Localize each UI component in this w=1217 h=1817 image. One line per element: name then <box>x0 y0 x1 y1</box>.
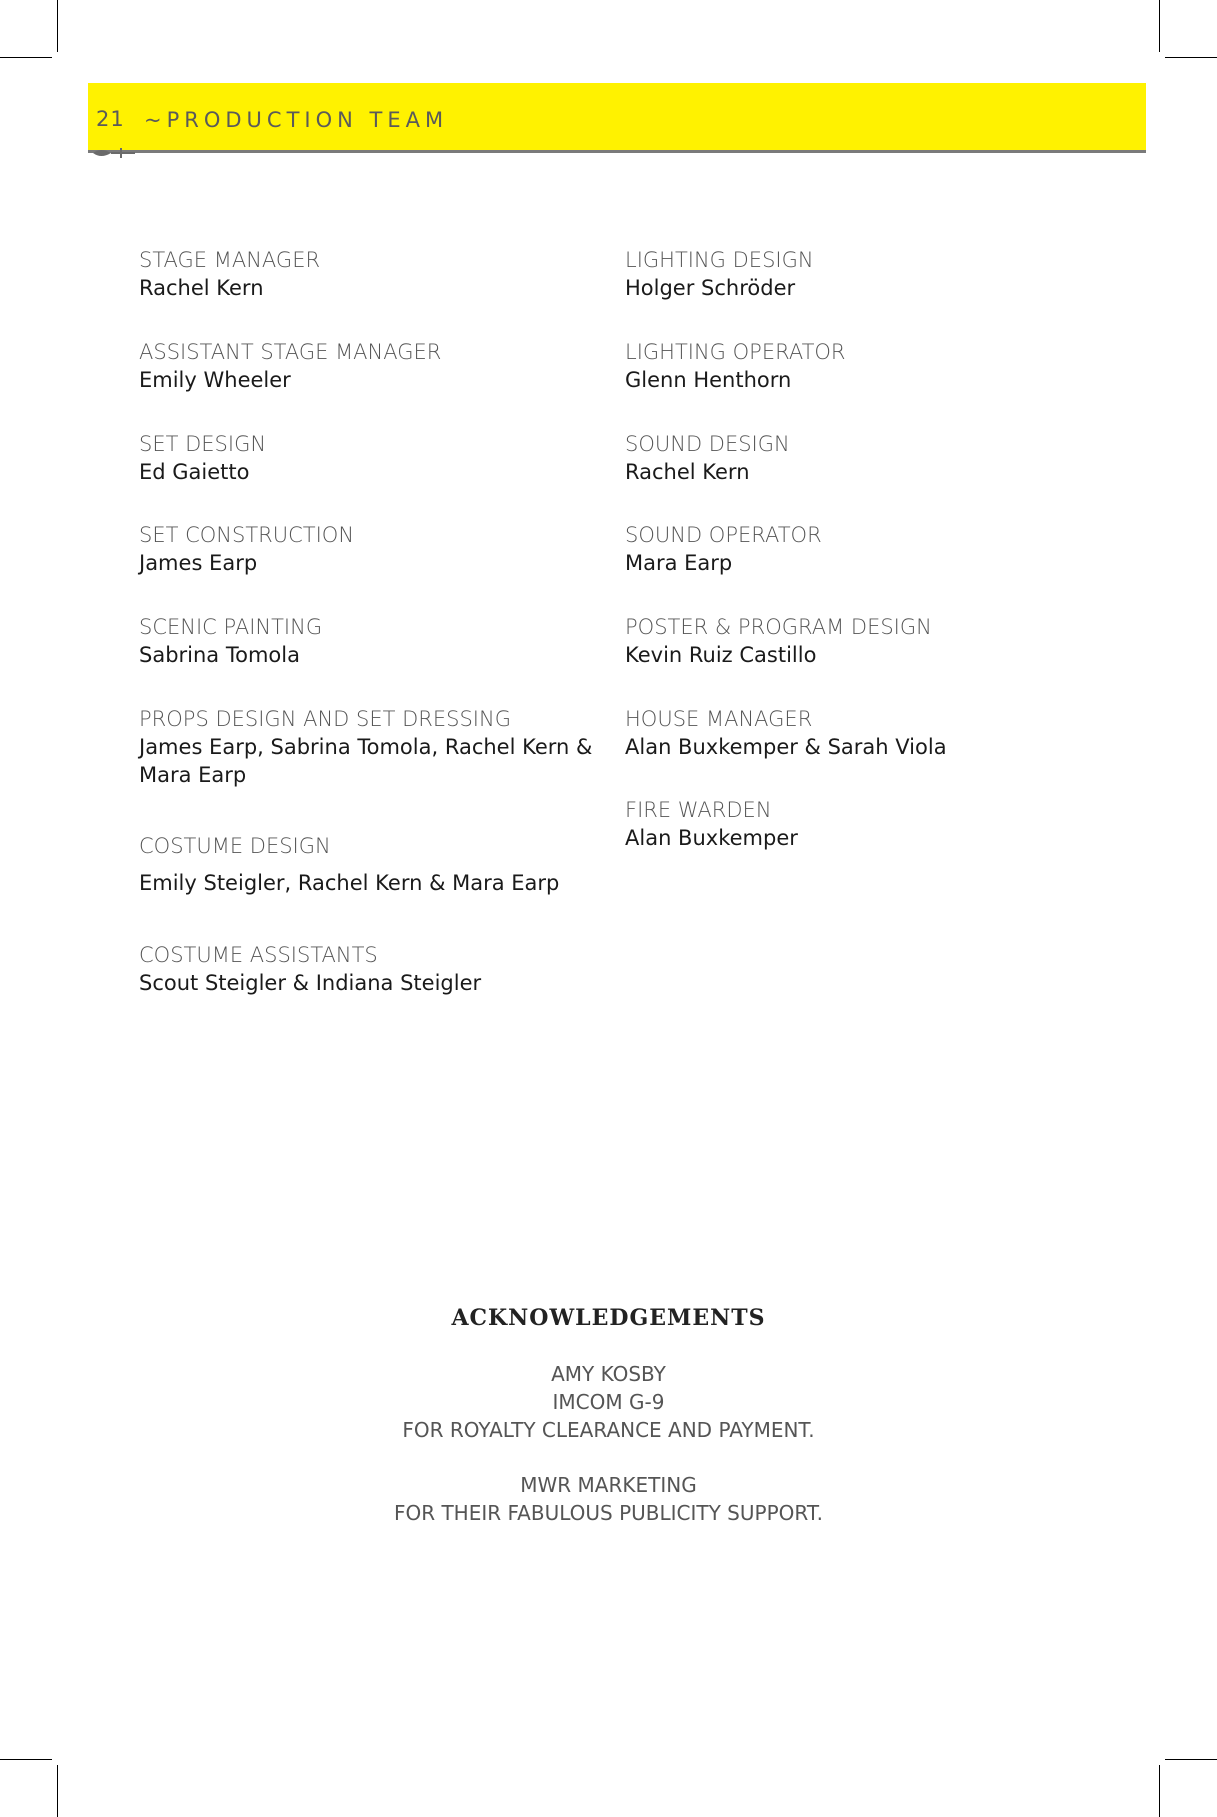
credit-role: SOUND OPERATOR <box>625 523 822 547</box>
credit-role: SCENIC PAINTING <box>139 615 323 639</box>
credit-role: LIGHTING OPERATOR <box>625 340 846 364</box>
acknowledgement-line: AMY KOSBY <box>551 1362 666 1386</box>
credit-role: SET CONSTRUCTION <box>139 523 355 547</box>
credit-names: James Earp <box>139 551 258 575</box>
crop-mark-top-left-vertical <box>57 0 58 52</box>
credit-lighting-operator <box>625 338 1095 394</box>
credit-role: COSTUME ASSISTANTS <box>139 943 378 967</box>
credit-names: Rachel Kern <box>625 460 750 484</box>
credit-fire-warden <box>625 796 1095 852</box>
acknowledgement-line: IMCOM G-9 <box>552 1390 665 1414</box>
credit-costume-design <box>139 832 609 897</box>
credit-names: Glenn Henthorn <box>625 368 792 392</box>
section-title: ~PRODUCTION TEAM <box>144 108 449 132</box>
credit-names: Mara Earp <box>625 551 733 575</box>
credit-names: Mara Earp <box>139 763 247 787</box>
credit-house-manager <box>625 705 1095 761</box>
credit-lighting-design <box>625 246 1095 302</box>
credit-assistant-stage-manager <box>139 338 609 394</box>
crop-mark-top-right-vertical <box>1159 0 1160 52</box>
credit-role: PROPS DESIGN AND SET DRESSING <box>139 707 511 731</box>
credit-names: Alan Buxkemper <box>625 826 798 850</box>
credit-poster-program-design <box>625 613 1095 669</box>
credit-names: Rachel Kern <box>139 276 264 300</box>
credit-role: LIGHTING DESIGN <box>625 248 814 272</box>
credit-role: HOUSE MANAGER <box>625 707 813 731</box>
acknowledgement-block <box>0 1360 1217 1444</box>
credit-names: Emily Steigler, Rachel Kern & Mara Earp <box>139 871 560 895</box>
credit-names: Ed Gaietto <box>139 460 250 484</box>
crop-mark-top-left-horizontal <box>0 57 52 58</box>
crop-mark-bottom-left-vertical <box>57 1765 58 1817</box>
credit-set-design <box>139 430 609 486</box>
crop-mark-bottom-right-horizontal <box>1165 1759 1217 1760</box>
credit-names: James Earp, Sabrina Tomola, Rachel Kern & <box>139 735 593 759</box>
acknowledgement-line: MWR MARKETING <box>520 1473 697 1497</box>
credit-names: Alan Buxkemper & Sarah Viola <box>625 735 947 759</box>
credit-set-construction <box>139 521 609 577</box>
acknowledgement-line: FOR ROYALTY CLEARANCE AND PAYMENT. <box>402 1418 815 1442</box>
credit-scenic-painting <box>139 613 609 669</box>
credit-names: Emily Wheeler <box>139 368 291 392</box>
credit-role: COSTUME DESIGN <box>139 834 331 858</box>
crop-mark-top-right-horizontal <box>1165 57 1217 58</box>
credit-role: POSTER & PROGRAM DESIGN <box>625 615 932 639</box>
quill-ornament-icon <box>91 145 141 161</box>
page-number: 21 <box>96 107 125 131</box>
credit-stage-manager <box>139 246 609 302</box>
header-rule <box>88 150 1146 153</box>
credit-sound-design <box>625 430 1095 486</box>
credit-names: Kevin Ruiz Castillo <box>625 643 817 667</box>
credit-role: FIRE WARDEN <box>625 798 772 822</box>
credit-role: SET DESIGN <box>139 432 267 456</box>
credit-costume-assistants <box>139 941 609 997</box>
credit-role: ASSISTANT STAGE MANAGER <box>139 340 442 364</box>
crop-mark-bottom-left-horizontal <box>0 1759 52 1760</box>
credit-names: Holger Schröder <box>625 276 796 300</box>
credit-role: SOUND DESIGN <box>625 432 790 456</box>
acknowledgement-line: FOR THEIR FABULOUS PUBLICITY SUPPORT. <box>393 1501 824 1525</box>
credit-props-design <box>139 705 609 789</box>
credit-role: STAGE MANAGER <box>139 248 321 272</box>
credit-sound-operator <box>625 521 1095 577</box>
credit-names: Sabrina Tomola <box>139 643 300 667</box>
crop-mark-bottom-right-vertical <box>1159 1765 1160 1817</box>
acknowledgements-title: ACKNOWLEDGEMENTS <box>451 1305 766 1331</box>
acknowledgement-block <box>0 1471 1217 1527</box>
credit-names: Scout Steigler & Indiana Steigler <box>139 971 482 995</box>
